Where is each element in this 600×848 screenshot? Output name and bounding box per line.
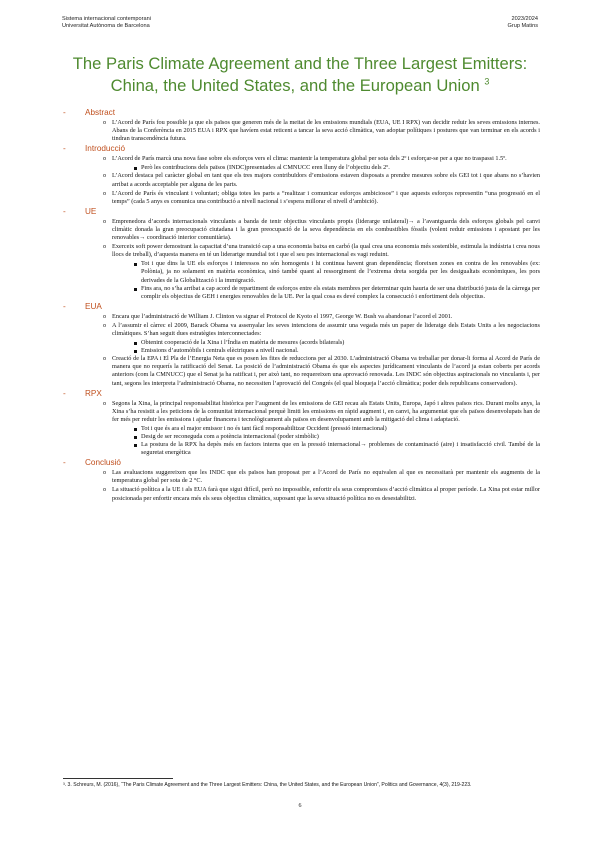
section-heading-introduccio: - Introducció <box>63 144 540 154</box>
title-line-2 <box>50 75 550 97</box>
academic-year: 2023/2024 <box>511 16 538 22</box>
ue-paragraph-1: o Emprenedora d’acords internacionals vinculants a banda de tenir objectius vinculants propis (liderarge unilateral)→ a l’avantguarda dels esforços globals pel canvi climàtic donada la gran preocupació ciutadana i la gran preocupació de la seva dependència en els combustibles fòssils (volent reduir emissions i apostant per les renovables→ coordinació interior comunitària). <box>63 218 540 242</box>
eua-paragraph-1: o Encara que l’administració de William J. Clinton va signar el Protocol de Kyoto el 1997, George W. Bush va abandonar l’acord el 2001. <box>63 313 540 321</box>
section-heading-conclusio: - Conclusió <box>63 458 540 468</box>
document-body <box>63 107 540 504</box>
intro-paragraph-2: o L’Acord destaca pel caràcter global en tant que els tres majors contribuïdors d’emissions estaven disposats a prendre mesures sobre els GEI tot i que abans no s’havien arribat a acords acceptable per alguna de les parts. <box>63 172 540 188</box>
title-footnote-ref: 3 <box>484 76 490 87</box>
ue-subpoint-1: Tot i que dins la UE els esforços i interessos no són homogenis i hi continua havent gran dependència; floreixen zones en contra de les renovables (ex: Polònia), ja no solament en matèria econòmica, sinó també quant al ressorgiment de l’extrema dreta sorgida per les desigualtats econòmiques, les pors derivades de la Globalització i la immigració. <box>63 260 540 284</box>
footnote-divider <box>63 778 173 779</box>
course-name: Sistema internacional contemporani <box>62 16 151 22</box>
document-title <box>50 53 550 97</box>
intro-subpoint-1: Però les contribucions dels països (INDC)presentades al CMNUCC eren lluny de l’objectiu dels 2º. <box>63 164 540 172</box>
rpx-subpoint-2: Desig de ser reconeguda com a potència internacional (poder simbòlic) <box>63 433 540 441</box>
header-left <box>62 16 151 30</box>
rpx-subpoint-1: Tot i que és ara el major emissor i no és tant fàcil responsabilitzar Occident (pressió internacional) <box>63 425 540 433</box>
header-right <box>508 16 538 30</box>
rpx-subpoint-3: La postura de la RPX ha depès més en factors interns que en la pressió internacional→ problemes de contaminació (aire) i insatisfacció civil. També de la seguretat energètica <box>63 441 540 457</box>
title-line-2-text: China, the United States, and the European Union <box>110 76 480 95</box>
section-heading-ue: - UE <box>63 207 540 217</box>
section-heading-rpx: - RPX <box>63 389 540 399</box>
ue-paragraph-2: o Exerceix soft power demostrant la capacitat d’una transició cap a una economia baixa en carbó (la qual crea una economia més sostenible, estimula la indústria i crea nous llocs de treball), d’aquesta manera en té un liderartge mundial tot i que el seu pes internacional es vagi reduint. <box>63 243 540 259</box>
eua-paragraph-3: o Creació de la EPA i El Pla de l’Energia Neta que es posen les fites de reduccions per al 2030. L’administració Obama va treballar per donar-li forma al Acord de París de manera que no requerís la ratificació del Senat. La posició de l’administració Obama és que els aspectes jurídicament vinculants de l’acord ja estan coberts per acords anteriors (com la CMNUCC) que el Senat ja ha ratificat i, per això tant, no requereixen una aprovació renovada. Les INDC són objectius aspiracionals no vinculants i, per tant, segons les interpreta l’administració Obama, no necessiten l’aprovació del Congrés (el qual bloqueja l’acció climàtica; poder dels republicans conservadors). <box>63 355 540 387</box>
title-line-1: The Paris Climate Agreement and the Three Largest Emitters: <box>72 54 528 73</box>
eua-subpoint-2: Emissions d’automòbils i centrals elèctriques a nivell nacional. <box>63 347 540 355</box>
eua-paragraph-2: o A l’assumir el càrrec el 2009, Barack Obama va assenyalar les seves intencions de assumir una vegada més un paper de lideratge dels Estats Units a les negociacions climàtiques. S’han seguit dues estratègies interconnectades: <box>63 322 540 338</box>
group-name: Grup Matins <box>507 23 538 29</box>
section-heading-abstract: - Abstract <box>63 108 540 118</box>
university-name: Universitat Autònoma de Barcelona <box>62 23 150 29</box>
conclusio-paragraph-2: o La situació política a la UE i als EUA farà que sigui difícil, però no impossible, enfortir els seus compromisos d’acció climàtica al proper període. La Xina pot estar millor posicionada per enfortir encara més els seus objectius climàtics, suposant que la seva situació política no es desestabilitzi. <box>63 486 540 502</box>
section-heading-eua: - EUA <box>63 302 540 312</box>
footnote: ³. 3. Schreurs, M. (2016), “The Paris Climate Agreement and the Three Largest Emitters: China, the United States, and the European Union”, Politics and Governance, 4(3), 219-223. <box>63 782 472 788</box>
eua-subpoint-1: Obtenint cooperació de la Xina i l’Índia en matèria de mesures (acords bilaterals) <box>63 339 540 347</box>
rpx-paragraph-1: o Segons la Xina, la principal responsabilitat històrica per l’augment de les emissions de GEI recau als Estats Units, Europa, Japó i altres països rics. Durant molts anys, la Xina s’ha resistit a les peticions de la comunitat internacional perquè limiti les emissions en ràpid augment i, en canvi, ha argumentat que els països desenvolupats han de fer més per reduir les emissions i ajudar financera i tecnològicament als països en desenvolupament amb la mitigació del clima i adaptació. <box>63 400 540 424</box>
ue-subpoint-2: Fins ara, no s’ha arribat a cap acord de repartiment de esforços entre els estats membres per determinar quin hauria de ser una distribució justa de la càrrega per complir els objectius de GEH i energies renovables de la UE. Per la qual cosa es devé complex la consecució i enfortiment dels objectius. <box>63 285 540 301</box>
intro-paragraph-3: o L’Acord de París és vinculant i voluntari; obliga totes les parts a “realitzar i comunicar esforços ambiciosos” i que aquests esforços representin “una progressió en el temps” (cada 5 anys es comunica una contribució a nivell nacional i s’espera millorar el nivell d’ambició). <box>63 190 540 206</box>
abstract-paragraph: o L’Acord de París fou possible ja que els països que generen més de la meitat de les emissions mundials (EUA, UE I RPX) van decidir reduir les seves emissions internes. Abans de la Conferència en 2015 EUA i RPX que havíem estat reticent a tancar la seva acció climàtica, van adoptar polítiques i postures que van terminar en els acords i tindran transcendència futura. <box>63 119 540 143</box>
conclusio-paragraph-1: o Las avaluacions suggereixen que les INDC que els països han proposat per a l’Acord de París no equivalen al que es necessitarà per mantenir els augments de la temperatura global per sota de 2 °C. <box>63 469 540 485</box>
page-number: 6 <box>298 803 302 809</box>
intro-paragraph-1: o L’Acord de París marcà una nova fase sobre els esforços vers el clima: mantenir la temperatura global per sota dels 2º i esforçar-se per a que no traspassi 1.5º. <box>63 155 540 163</box>
